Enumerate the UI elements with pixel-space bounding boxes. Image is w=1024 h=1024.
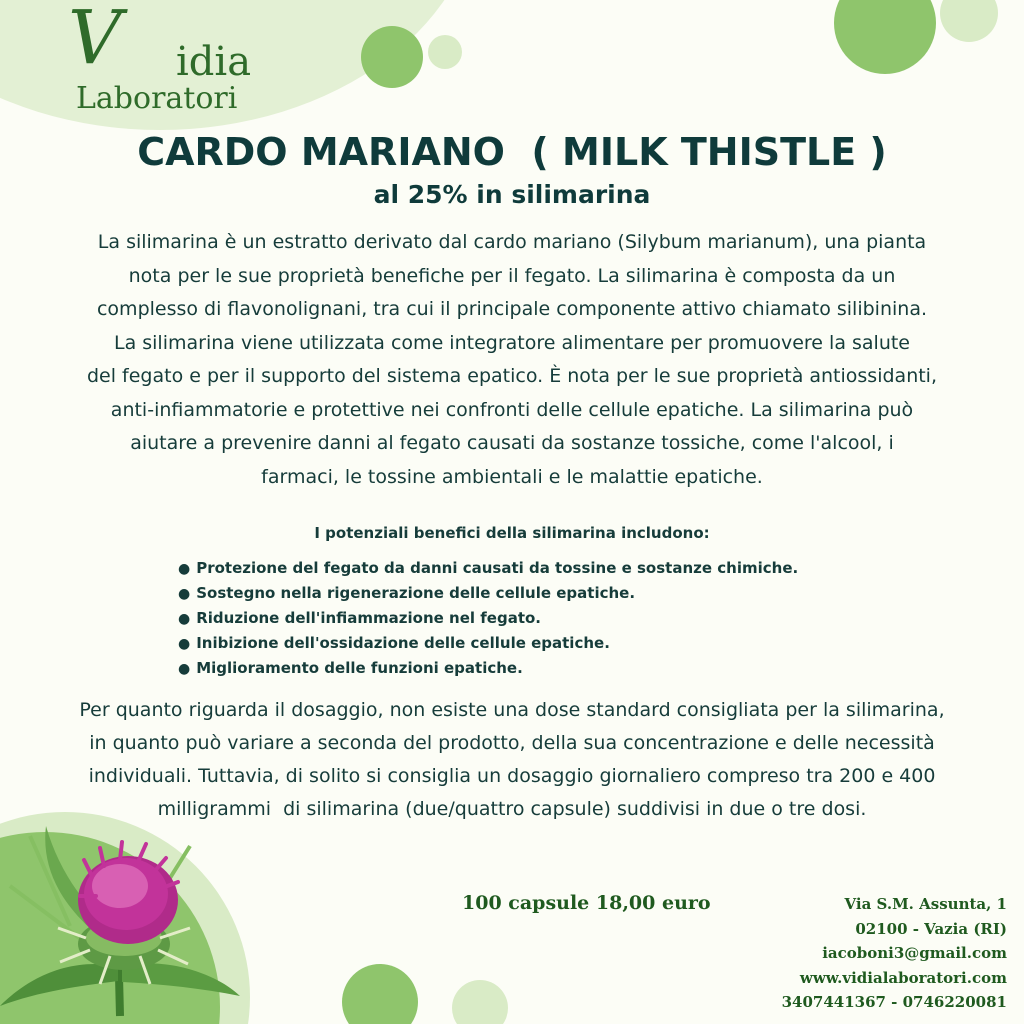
deco-circle-bottom-2: [452, 980, 508, 1024]
contact-block: [782, 892, 1007, 1015]
intro-line: farmaci, le tossine ambientali e le malattie epatiche.: [261, 465, 763, 488]
intro-paragraph: [0, 226, 1024, 494]
intro-line: aiutare a prevenire danni al fegato causati da sostanze tossiche, come l'alcool, i: [130, 432, 894, 454]
benefits-heading: I potenziali benefici della silimarina includono:: [314, 524, 710, 542]
logo-initial: V: [68, 0, 122, 81]
intro-line: La silimarina è un estratto derivato dal cardo mariano (Silybum marianum), una pianta: [97, 231, 927, 253]
contact-email[interactable]: iacoboni3@gmail.com: [822, 944, 1007, 962]
page-subtitle: al 25% in silimarina: [373, 180, 651, 209]
list-item: ● Protezione del fegato da danni causati da tossine e sostanze chimiche.: [178, 556, 798, 581]
dosage-line: in quanto può variare a seconda del prodotto, della sua concentrazione e delle necessità: [89, 732, 935, 754]
dosage-line: milligrammi di silimarina (due/quattro capsule) suddivisi in due o tre dosi.: [157, 798, 867, 820]
logo-line1: idia: [176, 39, 252, 85]
dosage-paragraph: [0, 694, 1024, 826]
intro-line: La silimarina viene utilizzata come integratore alimentare per promuovere la salute: [113, 331, 910, 354]
list-item: ● Riduzione dell'infiammazione nel fegato.: [178, 606, 798, 631]
deco-circle-bottom-1: [342, 964, 418, 1024]
contact-address2: 02100 - Vazia (RI): [855, 919, 1007, 938]
milk-thistle-flower-icon: [0, 816, 250, 1024]
deco-circle-top-right-small: [940, 0, 998, 42]
list-item: ● Inibizione dell'ossidazione delle cellule epatiche.: [178, 631, 798, 656]
benefits-list: [178, 556, 798, 681]
list-item: ● Miglioramento delle funzioni epatiche.: [178, 656, 798, 681]
logo-line2: Laboratori: [76, 81, 238, 116]
price-label: 100 capsule 18,00 euro: [462, 892, 711, 914]
brand-logo: [68, 2, 268, 120]
deco-circle-top-1: [361, 26, 423, 88]
intro-line: del fegato e per il supporto del sistema epatico. È nota per le sue proprietà antiossidanti,: [86, 365, 938, 387]
dosage-line: individuali. Tuttavia, di solito si consiglia un dosaggio giornaliero compreso tra 200 e 400: [88, 765, 936, 787]
intro-line: complesso di flavonolignani, tra cui il principale componente attivo chiamato silibinina.: [96, 298, 928, 320]
list-item: ● Sostegno nella rigenerazione delle cellule epatiche.: [178, 581, 798, 606]
contact-website[interactable]: www.vidialaboratori.com: [799, 968, 1007, 987]
page-title: CARDO MARIANO ( MILK THISTLE ): [137, 130, 887, 174]
contact-address1: Via S.M. Assunta, 1: [844, 895, 1007, 913]
deco-circle-top-right-big: [834, 0, 936, 74]
contact-phones: 3407441367 - 0746220081: [781, 993, 1007, 1011]
dosage-line: Per quanto riguarda il dosaggio, non esiste una dose standard consigliata per la silimarina,: [79, 699, 945, 721]
intro-line: anti-infiammatorie e protettive nei confronti delle cellule epatiche. La silimarina può: [110, 398, 914, 421]
intro-line: nota per le sue proprietà benefiche per il fegato. La silimarina è composta da un: [128, 264, 896, 287]
deco-circle-top-2: [428, 35, 462, 69]
